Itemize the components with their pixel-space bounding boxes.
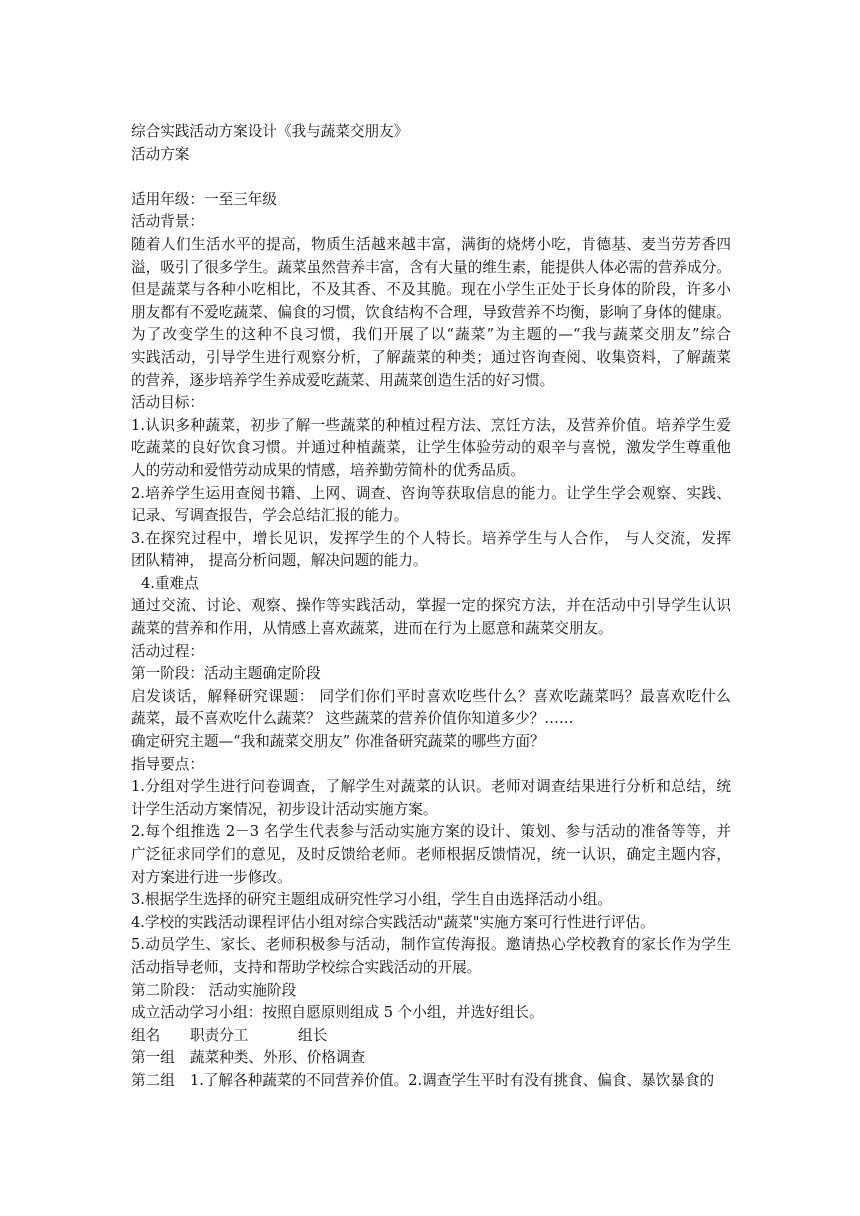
stage1-heading: 第一阶段：活动主题确定阶段 [131,665,321,683]
group-duty-cell: 1.了解各种蔬菜的不同营养价值。2.调查学生平时有没有挑食、偏食、暴饮暴食的 [190,1071,715,1089]
paragraph-line: 蔬菜的营养和作用，从情感上喜欢蔬菜，进而在行为上愿意和蔬菜交朋友。 [131,620,613,638]
paragraph-line: 计学生活动方案情况，初步设计活动实施方案。 [131,800,438,818]
paragraph-line: 2.培养学生运用查阅书籍、上网、调查、咨询等获取信息的能力。让学生学会观察、实践、 [131,484,731,502]
table-header-cell: 职责分工 [190,1026,249,1044]
goals-heading: 活动目标： [131,394,204,412]
paragraph-line: 3.在探究过程中，增长见识，发挥学生的个人特长。培养学生与人合作， 与人交流，发挥 [131,529,731,547]
paragraph-line: 溢，吸引了很多学生。蔬菜虽然营养丰富，含有大量的维生素，能提供人体必需的营养成分。 [131,258,731,276]
background-paragraph [131,234,731,392]
grade-line: 适用年级：一至三年级 [131,190,277,208]
paragraph-line: 蔬菜，最不喜欢吃什么蔬菜？ 这些蔬菜的营养价值你知道多少？…… [131,710,574,728]
blank-line [131,166,731,189]
document-subtitle: 活动方案 [131,145,190,163]
paragraph-line: 3.根据学生选择的研究主题组成研究性学习小组，学生自由选择活动小组。 [131,891,612,909]
stage1-paragraph [131,686,731,754]
paragraph-line: 为了改变学生的这种不良习惯，我们开展了以“蔬菜”为主题的—“我与蔬菜交朋友”综合 [131,326,731,344]
table-header-cell: 组长 [298,1026,328,1044]
paragraph-line: 对方案进行进一步修改。 [131,868,292,886]
groups-table [131,1025,731,1093]
paragraph-line: 人的劳动和爱惜劳动成果的情感，培养勤劳简朴的优秀品质。 [131,461,526,479]
paragraph-line: 吃蔬菜的良好饮食习惯。并通过种植蔬菜，让学生体验劳动的艰辛与喜悦，激发学生尊重他 [131,439,731,457]
guide-paragraph [131,776,731,979]
document-page [131,121,731,1093]
paragraph-line: 广泛征求同学们的意见，及时反馈给老师。老师根据反馈情况，统一认识，确定主题内容， [131,846,731,863]
paragraph-line: 活动指导老师，支持和帮助学校综合实践活动的开展。 [131,958,482,976]
process-heading: 活动过程： [131,642,204,660]
stage2-heading: 第二阶段： 活动实施阶段 [131,981,297,999]
group-name-cell: 第二组 [131,1071,175,1089]
paragraph-line: 2.每个组推选 2－3 名学生代表参与活动实施方案的设计、策划、参与活动的准备等等，并 [131,823,731,841]
group-duty-cell: 蔬菜种类、外形、价格调查 [190,1049,366,1067]
paragraph-line: 启发谈话，解释研究课题： 同学们你们平时喜欢吃些什么？喜欢吃蔬菜吗？最喜欢吃什么 [131,687,731,705]
paragraph-line: 实践活动，引导学生进行观察分析，了解蔬菜的种类；通过咨询查阅、收集资料，了解蔬菜 [131,348,731,366]
goals-paragraph [131,415,731,573]
paragraph-line: 1.认识多种蔬菜，初步了解一些蔬菜的种植过程方法、烹饪方法，及营养价值。培养学生爱 [131,416,731,434]
background-heading: 活动背景： [131,213,204,231]
paragraph-line: 朋友都有不爱吃蔬菜、偏食的习惯，饮食结构不合理，导致营养不均衡，影响了身体的健康。 [131,303,731,321]
paragraph-line: 通过交流、讨论、观察、操作等实践活动，掌握一定的探究方法，并在活动中引导学生认识 [131,597,731,615]
table-row [131,1047,731,1070]
paragraph-line: 但是蔬菜与各种小吃相比，不及其香、不及其脆。现在小学生正处于长身体的阶段，许多小 [131,281,731,299]
table-row [131,1070,731,1093]
guide-heading: 指导要点： [131,755,204,773]
paragraph-line: 5.动员学生、家长、老师积极参与活动，制作宣传海报。邀请热心学校教育的家长作为学生 [131,936,731,954]
paragraph-line: 随着人们生活水平的提高，物质生活越来越丰富，满街的烧烤小吃，肯德基、麦当劳芳香四 [131,235,731,253]
paragraph-line: 1.分组对学生进行问卷调查，了解学生对蔬菜的认识。老师对调查结果进行分析和总结，统 [131,778,731,796]
paragraph-line: 团队精神， 提高分析问题，解决问题的能力。 [131,552,428,570]
groups-table-header [131,1025,731,1048]
paragraph-line: 确定研究主题—“我和蔬菜交朋友” 你准备研究蔬菜的哪些方面？ [131,733,545,751]
paragraph-line: 4.学校的实践活动课程评估小组对综合实践活动"蔬菜"实施方案可行性进行评估。 [131,913,655,931]
table-header-cell: 组名 [131,1026,161,1044]
paragraph-line: 的营养，逐步培养学生养成爱吃蔬菜、用蔬菜创造生活的好习惯。 [131,371,555,389]
groups-intro: 成立活动学习小组：按照自愿原则组成 5 个小组，并选好组长。 [131,1004,544,1022]
paragraph-line: 记录、写调查报告，学会总结汇报的能力。 [131,507,409,525]
key-points-heading: 4.重难点 [141,574,199,592]
key-points-paragraph [131,595,731,640]
group-name-cell: 第一组 [131,1049,175,1067]
document-title: 综合实践活动方案设计《我与蔬菜交朋友》 [131,123,409,140]
